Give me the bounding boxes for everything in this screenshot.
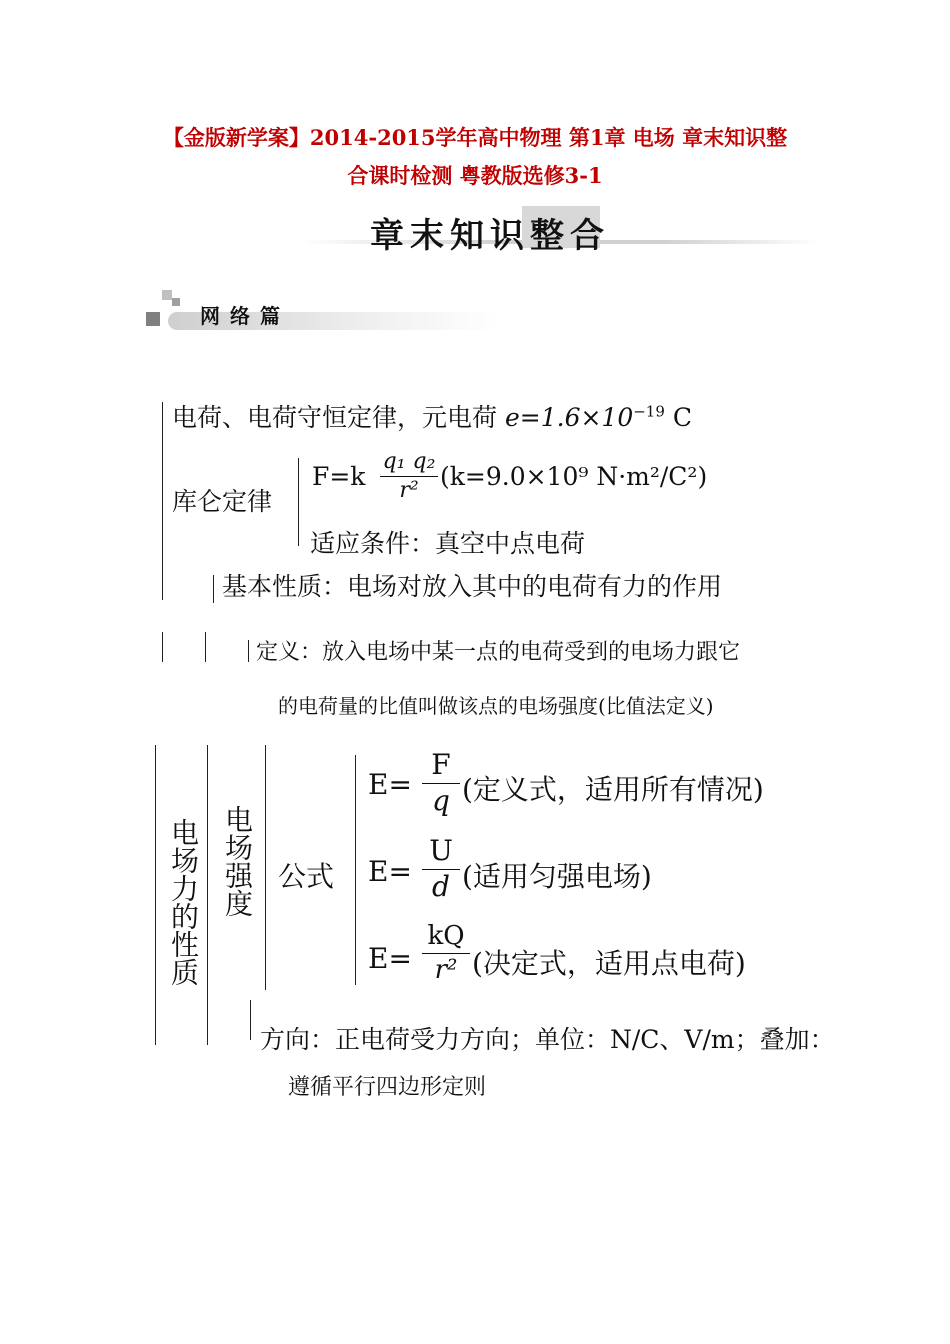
formula-1-note: (定义式，适用所有情况) — [462, 773, 764, 806]
coulomb-constant: (k=9.0×10⁹ N·m²/C²) — [440, 462, 708, 491]
outline-bracket-line — [298, 458, 299, 546]
decor-square-icon — [172, 298, 180, 306]
outline-bracket-line — [250, 1000, 251, 1040]
document-title-line1: 【金版新学案】2014-2015学年高中物理 第1章 电场 章末知识整 — [162, 125, 788, 150]
charge-conservation-line: 电荷、电荷守恒定律，元电荷 $e=1.6\times 10^{-19}$ C — [172, 402, 692, 432]
formula-2-fraction: U d — [422, 836, 460, 903]
coulomb-law-label: 库仑定律 — [172, 487, 273, 516]
formula-3-fraction: kQ r² — [422, 922, 470, 984]
basic-property: 基本性质：电场对放入其中的电荷有力的作用 — [222, 572, 723, 601]
coulomb-condition: 适应条件：真空中点电荷 — [310, 529, 586, 558]
section-label: 网络篇 — [200, 304, 290, 328]
outline-bracket-line — [162, 402, 163, 600]
direction-line2: 遵循平行四边形定则 — [288, 1075, 487, 1100]
formula-2-note: (适用匀强电场) — [462, 860, 652, 893]
vertical-label-inner: 电场强度 — [221, 805, 254, 917]
vertical-label-outer: 电场力的性质 — [167, 818, 200, 986]
outline-bracket-line — [207, 745, 208, 1045]
formula-2-lhs: E= — [368, 855, 412, 888]
direction-line1: 方向：正电荷受力方向；单位：N/C、V/m；叠加： — [260, 1025, 835, 1054]
outline-bracket-line — [248, 640, 249, 662]
decor-square-icon — [162, 290, 172, 300]
formula-1-lhs: E= — [368, 768, 412, 801]
outline-bracket-line — [205, 632, 206, 662]
formula-1-fraction: F q — [422, 750, 460, 817]
outline-bracket-line — [213, 575, 214, 603]
document-title-line2: 合课时检测 粤教版选修3-1 — [347, 163, 603, 188]
chapter-heading-highlight: 整合 — [530, 216, 610, 256]
definition-line1: 定义：放入电场中某一点的电荷受到的电场力跟它 — [256, 640, 741, 665]
formula-3-note: (决定式，适用点电荷) — [472, 947, 746, 980]
coulomb-fraction: q₁ q₂ r² — [380, 450, 438, 503]
decor-square-icon — [146, 312, 160, 326]
chapter-heading-prefix: 章末知识 — [370, 216, 530, 256]
outline-bracket-line — [155, 745, 156, 1045]
outline-bracket-line — [355, 755, 356, 985]
outline-bracket-line — [265, 745, 266, 990]
coulomb-formula-lhs: F=k — [312, 462, 366, 491]
outline-bracket-line — [162, 632, 163, 662]
definition-line2: 的电荷量的比值叫做该点的电场强度(比值法定义) — [278, 694, 714, 718]
formula-3-lhs: E= — [368, 942, 412, 975]
chapter-heading — [370, 208, 610, 257]
formula-label: 公式 — [278, 860, 335, 893]
